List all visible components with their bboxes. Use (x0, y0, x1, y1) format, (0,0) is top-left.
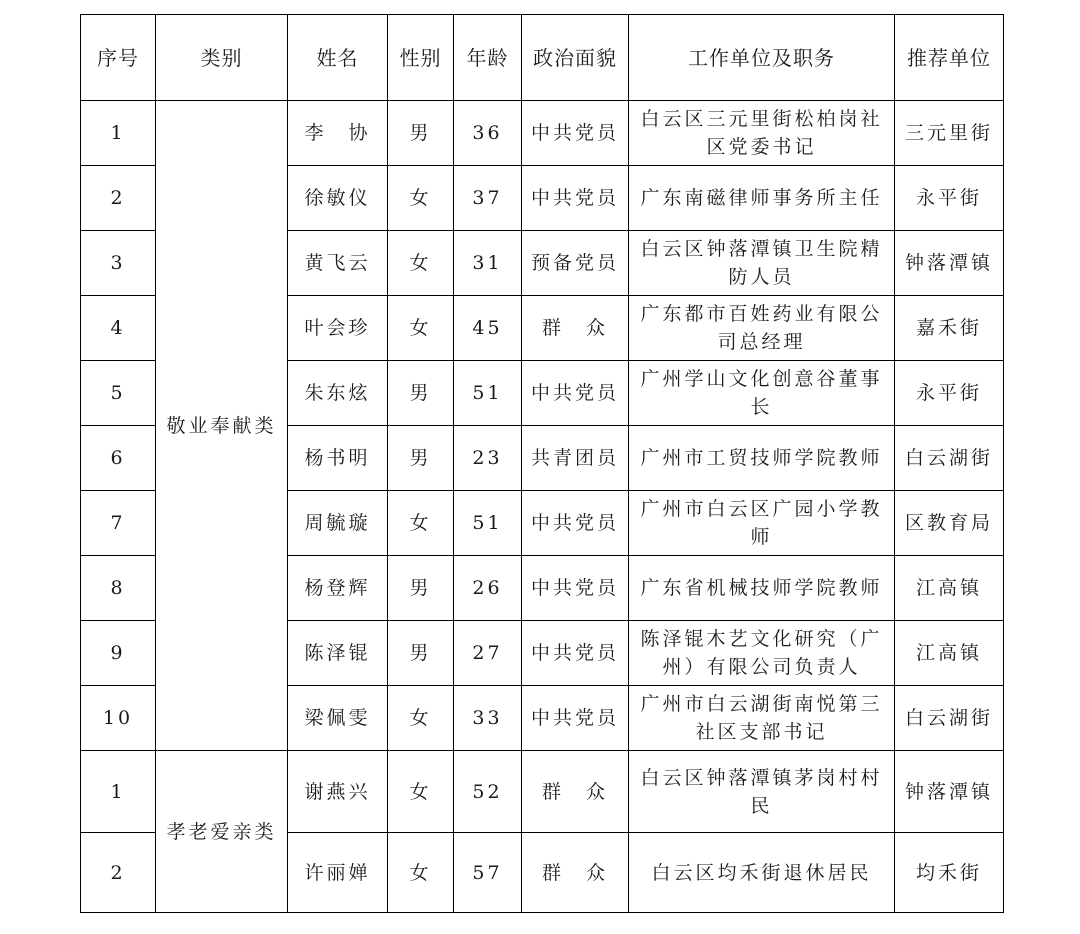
cell-political: 中共党员 (522, 361, 629, 426)
cell-age: 26 (454, 556, 522, 621)
cell-gender: 女 (388, 166, 454, 231)
cell-name: 许丽婵 (288, 833, 388, 913)
cell-work: 广州市工贸技师学院教师 (629, 426, 895, 491)
cell-gender: 女 (388, 686, 454, 751)
cell-category: 孝老爱亲类 (156, 751, 288, 913)
cell-age: 27 (454, 621, 522, 686)
table-row (81, 751, 1004, 833)
cell-name: 杨书明 (288, 426, 388, 491)
cell-political: 群 众 (522, 751, 629, 833)
cell-name: 李 协 (288, 101, 388, 166)
cell-seq: 2 (81, 166, 156, 231)
cell-name: 朱东炫 (288, 361, 388, 426)
header-seq: 序号 (81, 15, 156, 101)
cell-age: 45 (454, 296, 522, 361)
header-gender: 性别 (388, 15, 454, 101)
cell-seq: 4 (81, 296, 156, 361)
cell-political: 中共党员 (522, 101, 629, 166)
cell-gender: 男 (388, 101, 454, 166)
candidate-table (80, 14, 1004, 913)
cell-recommender: 永平街 (895, 361, 1004, 426)
cell-work: 陈泽锟木艺文化研究（广州）有限公司负责人 (629, 621, 895, 686)
cell-recommender: 嘉禾街 (895, 296, 1004, 361)
cell-gender: 男 (388, 621, 454, 686)
cell-political: 中共党员 (522, 166, 629, 231)
header-name: 姓名 (288, 15, 388, 101)
cell-recommender: 白云湖街 (895, 426, 1004, 491)
cell-political: 中共党员 (522, 686, 629, 751)
cell-gender: 男 (388, 426, 454, 491)
cell-gender: 女 (388, 296, 454, 361)
cell-political: 预备党员 (522, 231, 629, 296)
cell-work: 白云区钟落潭镇卫生院精防人员 (629, 231, 895, 296)
cell-name: 陈泽锟 (288, 621, 388, 686)
cell-work: 白云区钟落潭镇茅岗村村民 (629, 751, 895, 833)
cell-work: 广东省机械技师学院教师 (629, 556, 895, 621)
cell-work: 白云区三元里街松柏岗社区党委书记 (629, 101, 895, 166)
cell-gender: 男 (388, 556, 454, 621)
cell-recommender: 区教育局 (895, 491, 1004, 556)
cell-work: 广东都市百姓药业有限公司总经理 (629, 296, 895, 361)
cell-seq: 6 (81, 426, 156, 491)
cell-name: 周毓璇 (288, 491, 388, 556)
cell-work: 广州市白云区广园小学教师 (629, 491, 895, 556)
cell-name: 黄飞云 (288, 231, 388, 296)
cell-gender: 女 (388, 751, 454, 833)
cell-name: 梁佩雯 (288, 686, 388, 751)
cell-age: 33 (454, 686, 522, 751)
cell-age: 23 (454, 426, 522, 491)
cell-age: 51 (454, 361, 522, 426)
cell-political: 共青团员 (522, 426, 629, 491)
cell-recommender: 三元里街 (895, 101, 1004, 166)
cell-political: 群 众 (522, 296, 629, 361)
cell-gender: 男 (388, 361, 454, 426)
cell-age: 31 (454, 231, 522, 296)
cell-age: 57 (454, 833, 522, 913)
cell-seq: 7 (81, 491, 156, 556)
cell-name: 杨登辉 (288, 556, 388, 621)
cell-recommender: 钟落潭镇 (895, 751, 1004, 833)
cell-age: 52 (454, 751, 522, 833)
cell-name: 徐敏仪 (288, 166, 388, 231)
table-row (81, 101, 1004, 166)
cell-recommender: 均禾街 (895, 833, 1004, 913)
cell-political: 中共党员 (522, 621, 629, 686)
cell-age: 51 (454, 491, 522, 556)
cell-age: 37 (454, 166, 522, 231)
cell-gender: 女 (388, 833, 454, 913)
cell-seq: 10 (81, 686, 156, 751)
cell-recommender: 白云湖街 (895, 686, 1004, 751)
cell-recommender: 永平街 (895, 166, 1004, 231)
cell-seq: 2 (81, 833, 156, 913)
cell-gender: 女 (388, 491, 454, 556)
header-work: 工作单位及职务 (629, 15, 895, 101)
cell-name: 谢燕兴 (288, 751, 388, 833)
cell-age: 36 (454, 101, 522, 166)
cell-work: 白云区均禾街退休居民 (629, 833, 895, 913)
cell-political: 群 众 (522, 833, 629, 913)
cell-political: 中共党员 (522, 491, 629, 556)
header-political: 政治面貌 (522, 15, 629, 101)
cell-recommender: 江高镇 (895, 556, 1004, 621)
cell-category: 敬业奉献类 (156, 101, 288, 751)
header-recommender: 推荐单位 (895, 15, 1004, 101)
cell-seq: 9 (81, 621, 156, 686)
cell-recommender: 江高镇 (895, 621, 1004, 686)
header-age: 年龄 (454, 15, 522, 101)
cell-recommender: 钟落潭镇 (895, 231, 1004, 296)
table-header-row (81, 15, 1004, 101)
cell-political: 中共党员 (522, 556, 629, 621)
cell-seq: 3 (81, 231, 156, 296)
header-category: 类别 (156, 15, 288, 101)
cell-seq: 1 (81, 751, 156, 833)
cell-work: 广东南磁律师事务所主任 (629, 166, 895, 231)
cell-seq: 1 (81, 101, 156, 166)
cell-name: 叶会珍 (288, 296, 388, 361)
cell-seq: 5 (81, 361, 156, 426)
cell-gender: 女 (388, 231, 454, 296)
cell-work: 广州市白云湖街南悦第三社区支部书记 (629, 686, 895, 751)
cell-work: 广州学山文化创意谷董事长 (629, 361, 895, 426)
cell-seq: 8 (81, 556, 156, 621)
